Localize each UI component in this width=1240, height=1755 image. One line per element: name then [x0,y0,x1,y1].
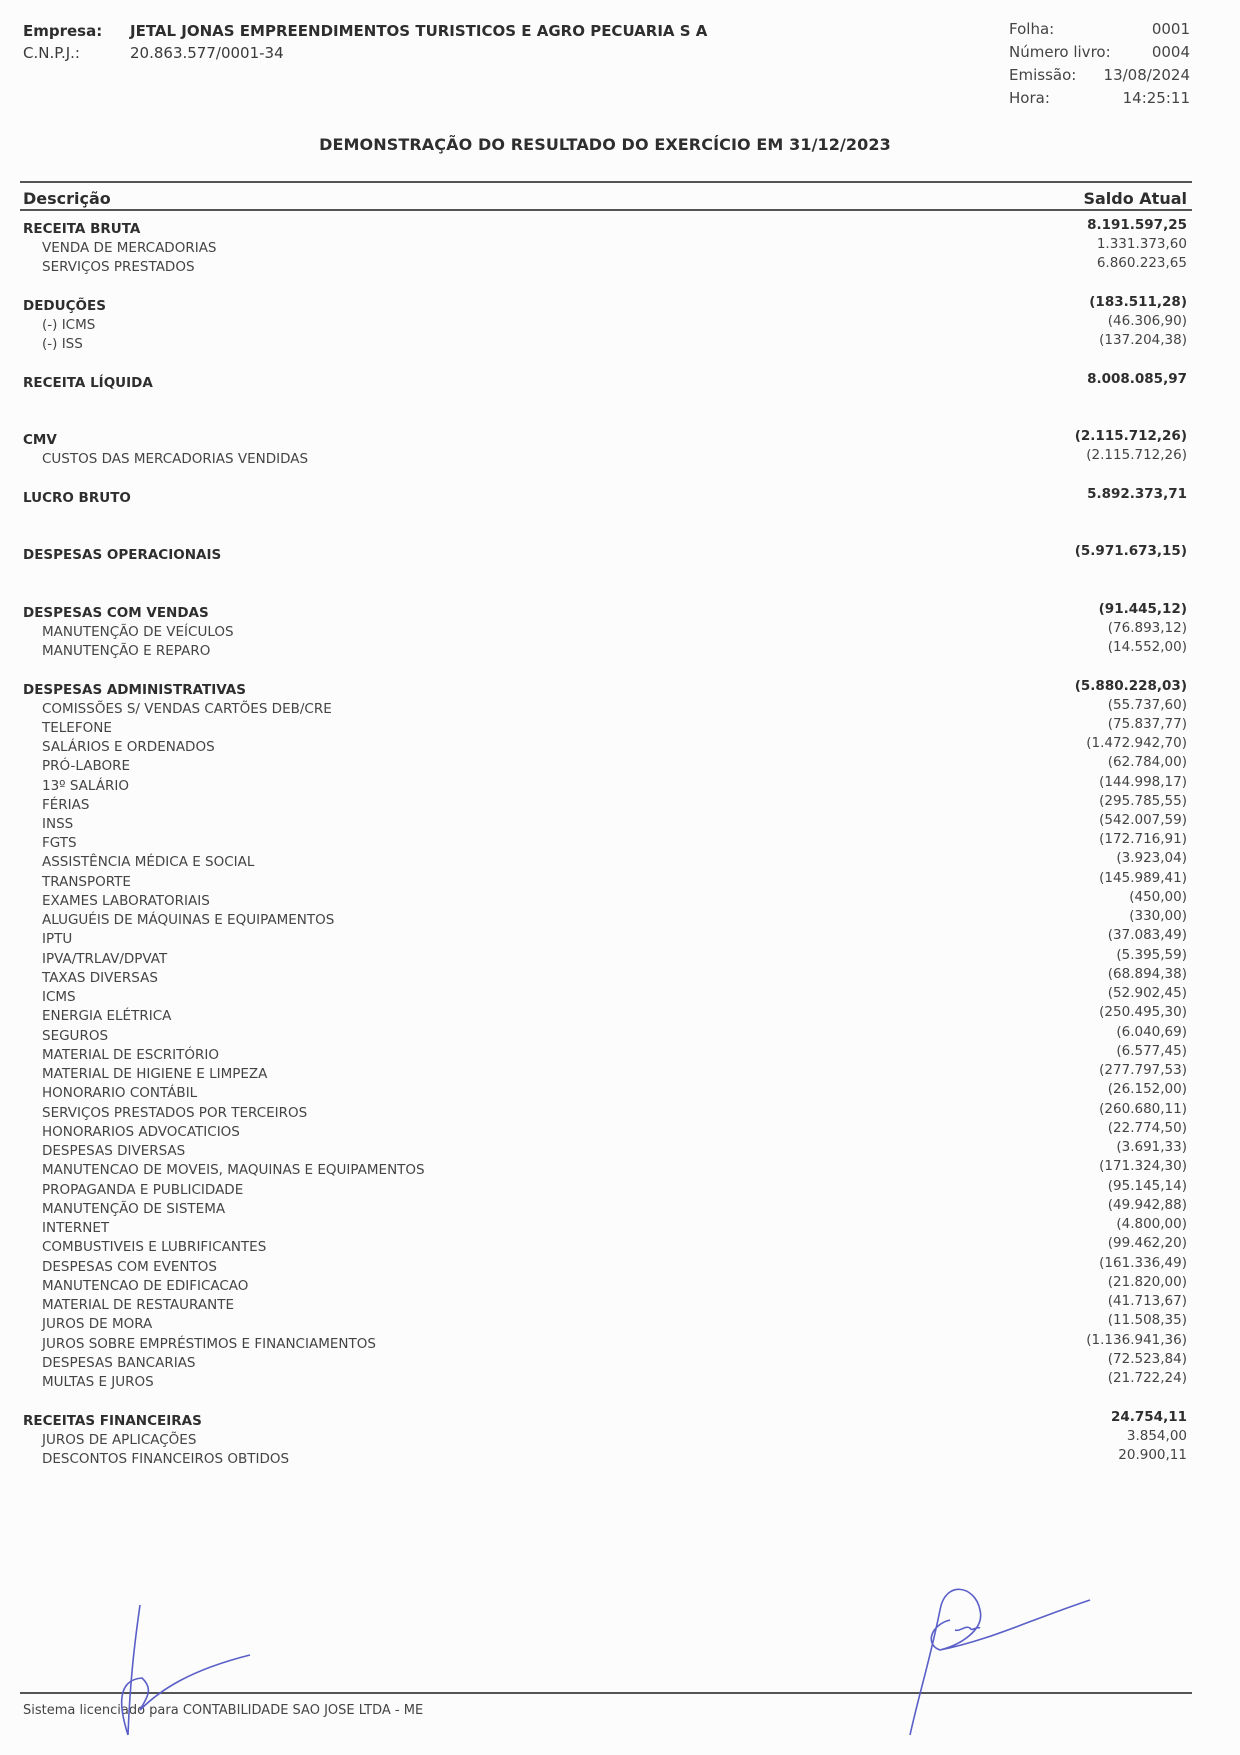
row-balance: (172.716,91) [1099,831,1187,847]
company-label: Empresa: [23,22,103,40]
row-balance: (11.508,35) [1107,1312,1187,1328]
row-description: DESPESAS OPERACIONAIS [23,547,222,563]
row-balance: (37.083,49) [1107,927,1187,943]
row-description: COMISSÕES S/ VENDAS CARTÕES DEB/CRE [42,701,332,717]
row-balance: (62.784,00) [1107,754,1187,770]
license-footer: Sistema licenciado para CONTABILIDADE SAO JOSE LTDA - ME [23,1703,424,1718]
row-balance: (5.395,59) [1116,947,1187,963]
row-description: SERVIÇOS PRESTADOS POR TERCEIROS [42,1105,308,1121]
signature-left-icon [100,1600,260,1740]
row-description: MANUTENÇÃO E REPARO [42,643,211,659]
row-balance: 8.191.597,25 [1087,217,1187,233]
row-balance: (260.680,11) [1099,1101,1187,1117]
row-balance: (183.511,28) [1089,294,1187,310]
time-label: Hora: [1009,89,1050,107]
account-row [23,1428,1187,1448]
book-number-label: Número livro: [1009,43,1111,61]
row-balance: (72.523,84) [1107,1351,1187,1367]
row-description: JUROS SOBRE EMPRÉSTIMOS E FINANCIAMENTOS [42,1336,376,1352]
row-description: MANUTENCAO DE EDIFICACAO [42,1278,249,1294]
row-balance: (14.552,00) [1107,639,1187,655]
row-description: DESPESAS COM VENDAS [23,605,209,621]
account-row [23,1120,1187,1140]
account-row [23,332,1187,352]
time-value: 14:25:11 [1122,89,1190,107]
row-description: EXAMES LABORATORIAIS [42,893,210,909]
section-row [23,294,1187,314]
account-row [23,985,1187,1005]
row-description: ASSISTÊNCIA MÉDICA E SOCIAL [42,854,255,870]
row-description: MULTAS E JUROS [42,1374,154,1390]
signature-right-icon [880,1570,1100,1740]
section-row [23,601,1187,621]
section-row [23,371,1187,391]
row-description: PROPAGANDA E PUBLICIDADE [42,1182,244,1198]
row-description: IPTU [42,931,73,947]
account-row [23,447,1187,467]
page-title: DEMONSTRAÇÃO DO RESULTADO DO EXERCÍCIO EM 31/12/2023 [319,135,891,154]
account-row [23,754,1187,774]
account-row [23,774,1187,794]
section-row [23,217,1187,237]
row-balance: 8.008.085,97 [1087,371,1187,387]
footer-divider [20,1692,1192,1694]
account-row [23,1274,1187,1294]
row-balance: (68.894,38) [1107,966,1187,982]
row-description: MATERIAL DE ESCRITÓRIO [42,1047,219,1063]
balance-column-header: Saldo Atual [1083,189,1187,208]
row-balance: (99.462,20) [1107,1235,1187,1251]
row-balance: (4.800,00) [1116,1216,1187,1232]
row-balance: (95.145,14) [1107,1178,1187,1194]
account-row [23,1178,1187,1198]
row-description: 13º SALÁRIO [42,778,129,794]
row-description: (-) ICMS [42,317,96,333]
row-description: DESPESAS COM EVENTOS [42,1259,217,1275]
row-balance: (21.722,24) [1107,1370,1187,1386]
account-row [23,1158,1187,1178]
row-balance: (46.306,90) [1107,313,1187,329]
row-description: HONORARIOS ADVOCATICIOS [42,1124,240,1140]
row-balance: (3.923,04) [1116,850,1187,866]
row-balance: (6.040,69) [1116,1024,1187,1040]
row-balance: (5.880.228,03) [1074,678,1187,694]
account-row [23,716,1187,736]
row-balance: (161.336,49) [1099,1255,1187,1271]
row-balance: (1.472.942,70) [1086,735,1187,751]
account-row [23,313,1187,333]
row-description: ENERGIA ELÉTRICA [42,1008,172,1024]
account-row [23,1293,1187,1313]
row-description: SALÁRIOS E ORDENADOS [42,739,215,755]
account-row [23,1062,1187,1082]
account-row [23,1024,1187,1044]
row-description: MANUTENÇÃO DE SISTEMA [42,1201,226,1217]
account-row [23,1447,1187,1467]
account-row [23,1370,1187,1390]
row-balance: 3.854,00 [1126,1428,1187,1444]
row-description: SEGUROS [42,1028,109,1044]
row-description: IPVA/TRLAV/DPVAT [42,951,168,967]
sheet-value: 0001 [1151,20,1190,38]
row-balance: (450,00) [1129,889,1187,905]
row-balance: (295.785,55) [1099,793,1187,809]
row-description: (-) ISS [42,336,83,352]
row-balance: (75.837,77) [1107,716,1187,732]
account-row [23,947,1187,967]
row-balance: 20.900,11 [1118,1447,1187,1463]
row-balance: (21.820,00) [1107,1274,1187,1290]
account-row [23,1351,1187,1371]
row-description: COMBUSTIVEIS E LUBRIFICANTES [42,1239,267,1255]
row-description: ALUGUÉIS DE MÁQUINAS E EQUIPAMENTOS [42,912,335,928]
account-row [23,889,1187,909]
row-balance: (91.445,12) [1098,601,1187,617]
account-row [23,697,1187,717]
row-description: TAXAS DIVERSAS [42,970,158,986]
account-row [23,927,1187,947]
row-balance: (277.797,53) [1099,1062,1187,1078]
account-row [23,1139,1187,1159]
row-balance: (52.902,45) [1107,985,1187,1001]
account-row [23,1312,1187,1332]
row-description: RECEITA BRUTA [23,221,141,237]
row-balance: 24.754,11 [1110,1409,1187,1425]
account-row [23,255,1187,275]
row-description: RECEITA LÍQUIDA [23,375,153,391]
row-balance: (145.989,41) [1099,870,1187,886]
row-balance: 5.892.373,71 [1087,486,1187,502]
row-balance: (1.136.941,36) [1086,1332,1187,1348]
row-balance: (2.115.712,26) [1086,447,1187,463]
account-row [23,1004,1187,1024]
row-balance: (3.691,33) [1116,1139,1187,1155]
section-row [23,543,1187,563]
row-balance: (55.737,60) [1107,697,1187,713]
row-balance: (22.774,50) [1107,1120,1187,1136]
account-row [23,1332,1187,1352]
book-number-value: 0004 [1151,43,1190,61]
account-row [23,1197,1187,1217]
row-description: DEDUÇÕES [23,298,106,314]
row-balance: (41.713,67) [1107,1293,1187,1309]
row-description: FÉRIAS [42,797,90,813]
section-row [23,428,1187,448]
account-row [23,966,1187,986]
account-row [23,831,1187,851]
row-balance: (171.324,30) [1099,1158,1187,1174]
row-balance: (76.893,12) [1107,620,1187,636]
account-row [23,850,1187,870]
account-row [23,1101,1187,1121]
account-row [23,735,1187,755]
account-row [23,908,1187,928]
account-row [23,1081,1187,1101]
document-meta [1009,18,1190,110]
row-balance: (6.577,45) [1116,1043,1187,1059]
row-description: CMV [23,432,57,448]
row-description: JUROS DE APLICAÇÕES [42,1432,197,1448]
row-description: CUSTOS DAS MERCADORIAS VENDIDAS [42,451,309,467]
header-divider [20,209,1192,211]
row-description: ICMS [42,989,76,1005]
row-description: TRANSPORTE [42,874,131,890]
section-row [23,486,1187,506]
cnpj-value: 20.863.577/0001-34 [130,44,284,62]
section-row [23,1409,1187,1429]
row-balance: (137.204,38) [1099,332,1187,348]
row-description: TELEFONE [42,720,112,736]
account-row [23,1235,1187,1255]
row-balance: (2.115.712,26) [1074,428,1187,444]
account-row [23,1043,1187,1063]
row-balance: (250.495,30) [1099,1004,1187,1020]
row-balance: (330,00) [1129,908,1187,924]
row-description: MANUTENÇÃO DE VEÍCULOS [42,624,234,640]
issue-date-value: 13/08/2024 [1103,66,1190,84]
row-description: RECEITAS FINANCEIRAS [23,1413,202,1429]
row-description: SERVIÇOS PRESTADOS [42,259,195,275]
account-row [23,870,1187,890]
sheet-label: Folha: [1009,20,1055,38]
row-description: MATERIAL DE RESTAURANTE [42,1297,234,1313]
row-description: DESPESAS DIVERSAS [42,1143,186,1159]
row-balance: 6.860.223,65 [1096,255,1187,271]
company-name: JETAL JONAS EMPREENDIMENTOS TURISTICOS E AGRO PECUARIA S A [130,22,708,40]
account-row [23,639,1187,659]
issue-date-label: Emissão: [1009,66,1077,84]
description-column-header: Descrição [23,189,111,208]
account-row [23,236,1187,256]
row-description: JUROS DE MORA [42,1316,153,1332]
company-header [23,20,707,64]
row-balance: 1.331.373,60 [1096,236,1187,252]
row-description: INTERNET [42,1220,110,1236]
account-row [23,620,1187,640]
account-row [23,793,1187,813]
account-row [23,812,1187,832]
row-description: INSS [42,816,74,832]
row-description: VENDA DE MERCADORIAS [42,240,217,256]
top-divider [20,181,1192,183]
account-row [23,1255,1187,1275]
row-description: DESCONTOS FINANCEIROS OBTIDOS [42,1451,290,1467]
account-row [23,1216,1187,1236]
column-header [23,189,1187,208]
row-description: MANUTENCAO DE MOVEIS, MAQUINAS E EQUIPAMENTOS [42,1162,425,1178]
row-description: DESPESAS ADMINISTRATIVAS [23,682,246,698]
row-balance: (26.152,00) [1107,1081,1187,1097]
section-row [23,678,1187,698]
row-description: LUCRO BRUTO [23,490,131,506]
row-description: HONORARIO CONTÁBIL [42,1085,198,1101]
row-description: MATERIAL DE HIGIENE E LIMPEZA [42,1066,268,1082]
row-balance: (144.998,17) [1099,774,1187,790]
row-description: FGTS [42,835,77,851]
row-balance: (5.971.673,15) [1074,543,1187,559]
cnpj-label: C.N.P.J.: [23,44,80,62]
row-balance: (542.007,59) [1099,812,1187,828]
row-description: DESPESAS BANCARIAS [42,1355,196,1371]
row-balance: (49.942,88) [1107,1197,1187,1213]
row-description: PRÓ-LABORE [42,758,131,774]
